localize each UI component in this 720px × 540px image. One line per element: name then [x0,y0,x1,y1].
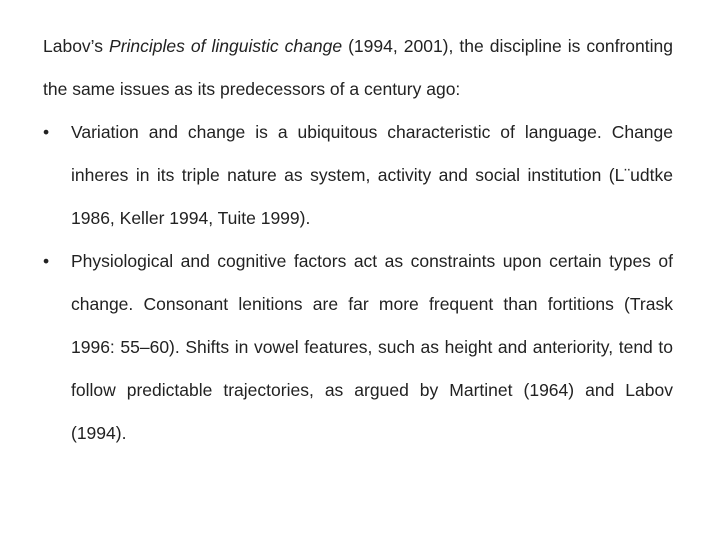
bullet-marker-icon: • [43,251,50,271]
intro-book-title: Principles of linguistic change [109,36,343,56]
intro-suffix: (1994, 2001), the discipline is confronting the same issues as its predecessors of a century ago: [43,36,673,99]
bullet-text-physiological: Physiological and cognitive factors act as constraints upon certain types of change. Consonant lenitions are far more frequent than fortitions (Trask 1996: 55–60). Shifts in vowel features, such as height and anteriority, tend to follow predictable trajectories, as argued by Martinet (1964) and Labov (1994). [71,251,673,443]
intro-paragraph [43,25,673,111]
bullet-text-variation: Variation and change is a ubiquitous characteristic of language. Change inheres in its triple nature as system, activity and social institution (L¨udtke 1986, Keller 1994, Tuite 1999). [71,122,673,228]
intro-prefix: Labov’s [43,36,110,56]
bullet-item-physiological [43,240,673,455]
bullet-list [43,111,673,455]
bullet-item-variation [43,111,673,240]
text-body [43,25,673,455]
bullet-marker-icon: • [43,122,50,142]
